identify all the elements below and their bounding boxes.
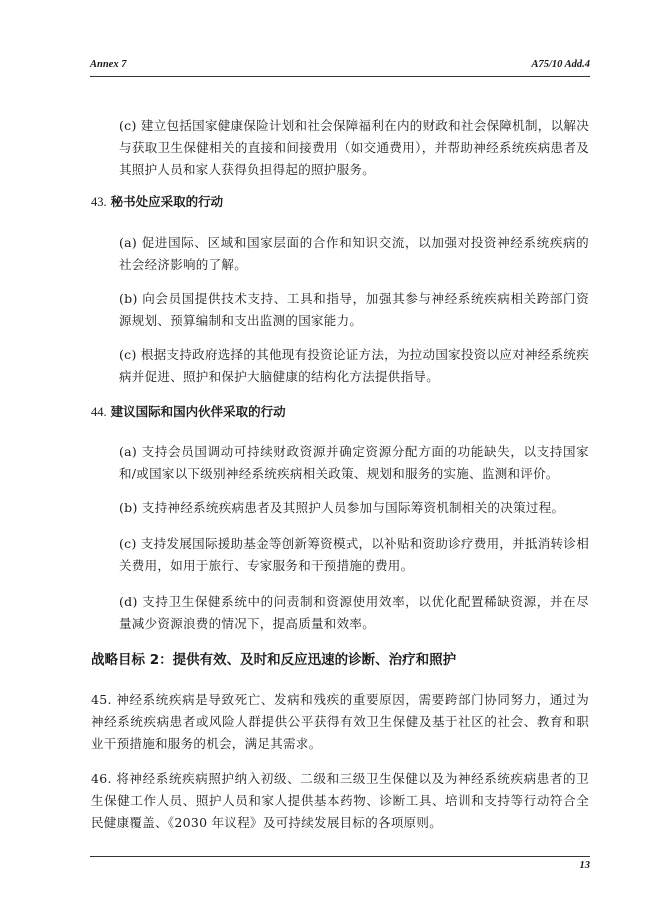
paragraph-45: 45. 神经系统疾病是导致死亡、发病和残疾的重要原因，需要跨部门协同努力，通过为神经系统疾病患者或风险人群提供公平获得有效卫生保健及基于社区的社会、教育和职业干预措施和服务的机会，满足其需求。 [91, 692, 589, 751]
page-header [90, 59, 590, 75]
header-annex-label: Annex 7 [90, 59, 127, 70]
section-heading-44 [91, 403, 286, 421]
section-number-44: 44. [91, 405, 107, 419]
section-title-43: 秘书处应采取的行动 [110, 194, 224, 209]
footer-divider [90, 856, 590, 857]
section-title-44: 建议国际和国内伙伴采取的行动 [110, 404, 286, 419]
section-number-43: 43. [91, 195, 107, 209]
section-heading-43 [91, 193, 223, 211]
paragraph-44d: (d) 支持卫生保健系统中的问责制和资源使用效率，以优化配置稀缺资源，并在尽量减少资源浪费的情况下，提高质量和效率。 [119, 594, 589, 631]
paragraph-44c: (c) 支持发展国际援助基金等创新筹资模式，以补贴和资助诊疗费用，并抵消转诊相关费用，如用于旅行、专家服务和干预措施的费用。 [119, 536, 589, 573]
paragraph-44b: (b) 支持神经系统疾病患者及其照护人员参加与国际筹资机制相关的决策过程。 [119, 500, 565, 515]
paragraph-46: 46. 将神经系统疾病照护纳入初级、二级和三级卫生保健以及为神经系统疾病患者的卫生保健工作人员、照护人员和家人提供基本药物、诊断工具、培训和支持等行动符合全民健康覆盖、《2030 年议程》及可持续发展目标的各项原则。 [91, 771, 589, 830]
paragraph-43c: (c) 根据支持政府选择的其他现有投资论证方法，为拉动国家投资以应对神经系统疾病并促进、照护和保护大脑健康的结构化方法提供指导。 [119, 347, 589, 384]
paragraph-43a: (a) 促进国际、区域和国家层面的合作和知识交流，以加强对投资神经系统疾病的社会经济影响的了解。 [119, 235, 589, 272]
paragraph-44a: (a) 支持会员国调动可持续财政资源并确定资源分配方面的功能缺失，以支持国家和/或国家以下级别神经系统疾病相关政策、规划和服务的实施、监测和评价。 [119, 444, 589, 481]
paragraph-42c: (c) 建立包括国家健康保险计划和社会保障福利在内的财政和社会保障机制，以解决与获取卫生保健相关的直接和间接费用（如交通费用），并帮助神经系统疾病患者及其照护人员和家人获得负担得起的照护服务。 [119, 118, 589, 177]
strategic-goal-heading: 战略目标 2：提供有效、及时和反应迅速的诊断、治疗和照护 [91, 652, 457, 668]
header-divider [90, 76, 590, 77]
paragraph-43b: (b) 向会员国提供技术支持、工具和指导，加强其参与神经系统疾病相关跨部门资源规划、预算编制和支出监测的国家能力。 [119, 291, 589, 328]
page-number: 13 [579, 860, 590, 871]
header-document-code: A75/10 Add.4 [531, 59, 590, 70]
